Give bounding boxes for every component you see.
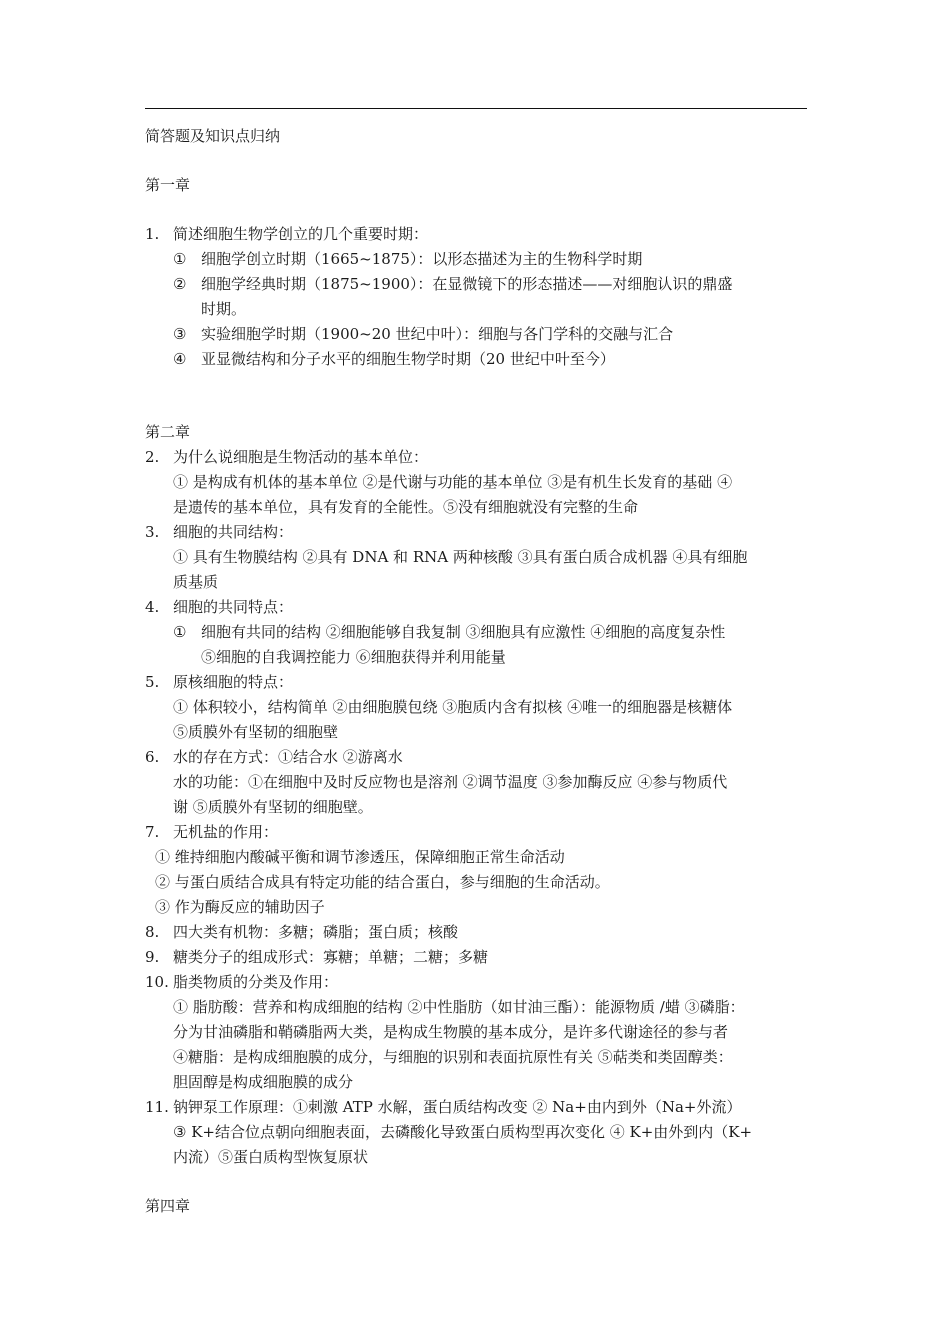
list-marker: ① — [173, 623, 187, 641]
answer-5 — [145, 695, 807, 745]
answer-11 — [145, 1120, 807, 1170]
list-marker: ① — [173, 250, 187, 268]
question-text: 简述细胞生物学创立的几个重要时期： — [173, 225, 429, 243]
question-number: 9. — [145, 948, 160, 966]
answer-line: 质基质 — [173, 573, 219, 591]
answer-line: 胆固醇是构成细胞膜的成分 — [173, 1073, 354, 1091]
list-item — [145, 347, 807, 372]
answer-7 — [145, 845, 807, 920]
question-text: 为什么说细胞是生物活动的基本单位： — [173, 448, 429, 466]
question-number: 8. — [145, 923, 160, 941]
question-4 — [145, 595, 807, 620]
answer-line: ⑤质膜外有坚韧的细胞壁 — [173, 723, 339, 741]
question-number: 7. — [145, 823, 160, 841]
answer-line: ① 脂肪酸：营养和构成细胞的结构 ②中性脂肪（如甘油三酯）：能源物质 /蜡 ③磷脂： — [173, 998, 745, 1016]
answer-line: ① 具有生物膜结构 ②具有 DNA 和 RNA 两种核酸 ③具有蛋白质合成机器 ④具有细胞 — [173, 548, 748, 566]
document-title: 简答题及知识点归纳 — [145, 127, 281, 145]
question-2 — [145, 445, 807, 470]
answer-line: ① 维持细胞内酸碱平衡和调节渗透压，保障细胞正常生命活动 — [155, 848, 565, 866]
list-item — [145, 272, 807, 322]
answer-line: 细胞有共同的结构 ②细胞能够自我复制 ③细胞具有应激性 ④细胞的高度复杂性 — [201, 623, 726, 641]
answer-line: ④糖脂：是构成细胞膜的成分，与细胞的识别和表面抗原性有关 ⑤萜类和类固醇类： — [173, 1048, 733, 1066]
question-number: 10. — [145, 973, 169, 991]
list-text: 细胞学经典时期（1875~1900）：在显微镜下的形态描述——对细胞认识的鼎盛 — [201, 275, 733, 293]
list-text: 亚显微结构和分子水平的细胞生物学时期（20 世纪中叶至今） — [201, 350, 615, 368]
answer-line: ③ K+结合位点朝向细胞表面，去磷酸化导致蛋白质构型再次变化 ④ K+由外到内（K+ — [173, 1123, 753, 1141]
list-text: 时期。 — [201, 300, 247, 318]
question-8 — [145, 920, 807, 945]
question-1 — [145, 222, 807, 247]
answer-2 — [145, 470, 807, 520]
list-item — [145, 247, 807, 272]
answer-10 — [145, 995, 807, 1095]
list-marker: ④ — [173, 350, 187, 368]
answer-line: ③ 作为酶反应的辅助因子 — [155, 898, 325, 916]
answer-line: ① 是构成有机体的基本单位 ②是代谢与功能的基本单位 ③是有机生长发育的基础 ④ — [173, 473, 733, 491]
answer-line: 水的功能：①在细胞中及时反应物也是溶剂 ②调节温度 ③参加酶反应 ④参与物质代 — [173, 773, 728, 791]
question-10 — [145, 970, 807, 995]
question-number: 1. — [145, 225, 160, 243]
chapter-heading-2: 第二章 — [145, 423, 191, 441]
list-text: 细胞学创立时期（1665~1875）：以形态描述为主的生物科学时期 — [201, 250, 643, 268]
question-6 — [145, 745, 807, 770]
question-text: 钠钾泵工作原理：①刺激 ATP 水解，蛋白质结构改变 ② Na+由内到外（Na+外流） — [173, 1098, 742, 1116]
answer-line: ⑤细胞的自我调控能力 ⑥细胞获得并利用能量 — [201, 648, 506, 666]
list-text: 实验细胞学时期（1900~20 世纪中叶）：细胞与各门学科的交融与汇合 — [201, 325, 674, 343]
question-number: 11. — [145, 1098, 169, 1116]
question-11 — [145, 1095, 807, 1120]
list-item — [145, 322, 807, 347]
answer-line: 内流）⑤蛋白质构型恢复原状 — [173, 1148, 369, 1166]
question-text: 细胞的共同特点： — [173, 598, 294, 616]
answer-line: 是遗传的基本单位，具有发育的全能性。⑤没有细胞就没有完整的生命 — [173, 498, 639, 516]
question-number: 6. — [145, 748, 160, 766]
answer-4 — [145, 620, 807, 670]
list-marker: ③ — [173, 325, 187, 343]
question-text: 原核细胞的特点： — [173, 673, 294, 691]
header-rule — [145, 108, 807, 109]
answer-line: 分为甘油磷脂和鞘磷脂两大类，是构成生物膜的基本成分，是许多代谢途径的参与者 — [173, 1023, 729, 1041]
question-7 — [145, 820, 807, 845]
chapter-heading-4: 第四章 — [145, 1197, 191, 1215]
question-number: 4. — [145, 598, 160, 616]
answer-line: 谢 ⑤质膜外有坚韧的细胞壁。 — [173, 798, 373, 816]
question-text: 水的存在方式：①结合水 ②游离水 — [173, 748, 403, 766]
answer-line: ① 体积较小，结构简单 ②由细胞膜包绕 ③胞质内含有拟核 ④唯一的细胞器是核糖体 — [173, 698, 733, 716]
question-number: 3. — [145, 523, 160, 541]
question-text: 细胞的共同结构： — [173, 523, 294, 541]
question-text: 糖类分子的组成形式：寡糖；单糖；二糖；多糖 — [173, 948, 489, 966]
question-text: 脂类物质的分类及作用： — [173, 973, 339, 991]
question-text: 无机盐的作用： — [173, 823, 279, 841]
question-number: 5. — [145, 673, 160, 691]
answer-3 — [145, 545, 807, 595]
answer-line: ② 与蛋白质结合成具有特定功能的结合蛋白，参与细胞的生命活动。 — [155, 873, 610, 891]
question-9 — [145, 945, 807, 970]
chapter-heading-1: 第一章 — [145, 176, 191, 194]
question-3 — [145, 520, 807, 545]
question-text: 四大类有机物：多糖；磷脂；蛋白质；核酸 — [173, 923, 459, 941]
list-marker: ② — [173, 275, 187, 293]
question-5 — [145, 670, 807, 695]
question-number: 2. — [145, 448, 160, 466]
document-body — [145, 124, 807, 1219]
answer-6 — [145, 770, 807, 820]
